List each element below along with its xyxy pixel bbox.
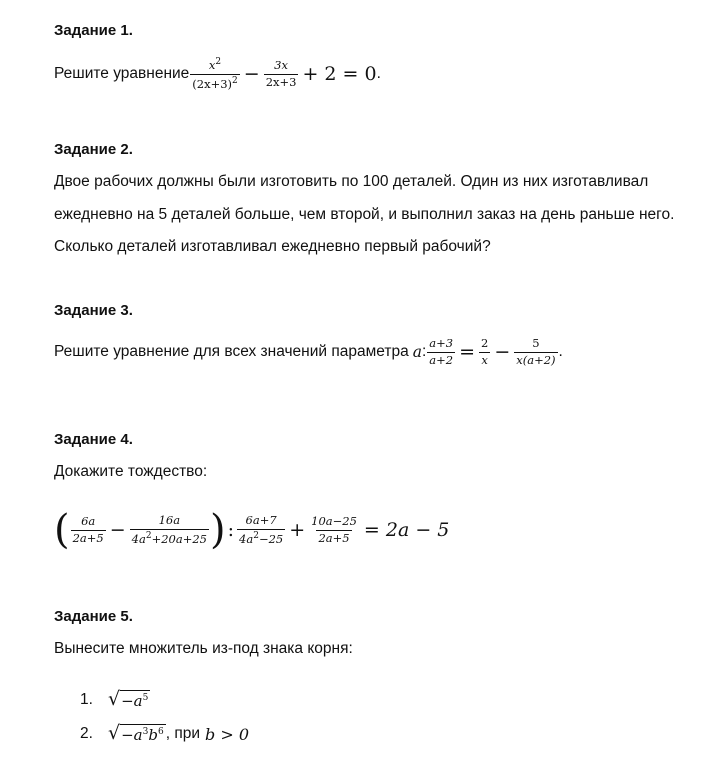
task3-dot: . bbox=[558, 343, 563, 360]
task5-item-2 bbox=[80, 720, 249, 748]
task3-param: a bbox=[412, 343, 422, 361]
task5-item-1 bbox=[80, 686, 150, 714]
task1-tail: + 2 = 0 bbox=[302, 63, 377, 85]
task4-fraction-4: $\frac{10a-25}{2a+5}$ bbox=[311, 514, 357, 545]
task5-item-2-suffix: , при bbox=[165, 725, 200, 742]
task1-heading: Задание 1. bbox=[54, 22, 133, 39]
task3-minus: − bbox=[494, 341, 511, 363]
task3-equation bbox=[54, 330, 563, 374]
task4-fraction-1: $\frac{6a}{2a+5}$ bbox=[72, 514, 104, 545]
task4-fraction-3: $\frac{6a+7}{4a^2-25}$ bbox=[239, 513, 284, 546]
task5-item-2-number: 2. bbox=[80, 725, 93, 742]
task1-text: Решите уравнение bbox=[54, 65, 190, 82]
task2-line-1: Двое рабочих должны были изготовить по 100 деталей. Один из них изготавливал bbox=[54, 173, 649, 190]
task4-rhs: = 2a − 5 bbox=[363, 519, 450, 541]
task5-item-2-condition: b > 0 bbox=[205, 724, 249, 744]
task3-fraction-3: $\frac{5}{x(a+2)}$ bbox=[516, 336, 556, 367]
task1-fraction-1: $\frac{x^2}{(2x+3)^2}$ bbox=[192, 57, 238, 91]
task4-plus: + bbox=[289, 519, 306, 541]
task5-item-1-number: 1. bbox=[80, 691, 93, 708]
task5-item-1-sqrt: √ $-a^5$ bbox=[108, 688, 149, 710]
task3-text: Решите уравнение для всех значений параметра bbox=[54, 343, 409, 360]
task3-heading: Задание 3. bbox=[54, 302, 133, 319]
task4-text: Докажите тождество: bbox=[54, 463, 208, 480]
task2-line-3: Сколько деталей изготавливал ежедневно первый рабочий? bbox=[54, 238, 491, 255]
task3-fraction-2: $\frac{2}{x}$ bbox=[481, 336, 489, 367]
task4-left-paren: ( bbox=[54, 507, 70, 553]
task1-equation bbox=[54, 52, 381, 96]
task4-right-paren: ) bbox=[210, 507, 226, 553]
task4-minus: − bbox=[109, 519, 126, 541]
task5-item-2-sqrt: √ $-a^3b^6$ bbox=[108, 722, 164, 744]
task2-heading: Задание 2. bbox=[54, 141, 133, 158]
task2-line-2: ежедневно на 5 деталей больше, чем второй, и выполнил заказ на день раньше него. bbox=[54, 206, 675, 223]
task4-heading: Задание 4. bbox=[54, 431, 133, 448]
task4-fraction-2: $\frac{16a}{4a^2+20a+25}$ bbox=[131, 513, 207, 546]
task4-identity bbox=[54, 505, 449, 555]
task5-text: Вынесите множитель из-под знака корня: bbox=[54, 640, 353, 657]
task3-colon: : bbox=[421, 343, 427, 360]
radical-icon: √ bbox=[108, 722, 121, 744]
task1-fraction-2: $\frac{3x}{2x+3}$ bbox=[265, 58, 297, 89]
task3-fraction-1: $\frac{a+3}{a+2}$ bbox=[429, 336, 454, 367]
task3-equals: = bbox=[459, 341, 476, 363]
task5-heading: Задание 5. bbox=[54, 608, 133, 625]
task1-minus: − bbox=[243, 63, 260, 85]
radical-icon: √ bbox=[108, 688, 121, 710]
task1-dot: . bbox=[376, 65, 381, 82]
task4-colon: : bbox=[227, 519, 235, 541]
